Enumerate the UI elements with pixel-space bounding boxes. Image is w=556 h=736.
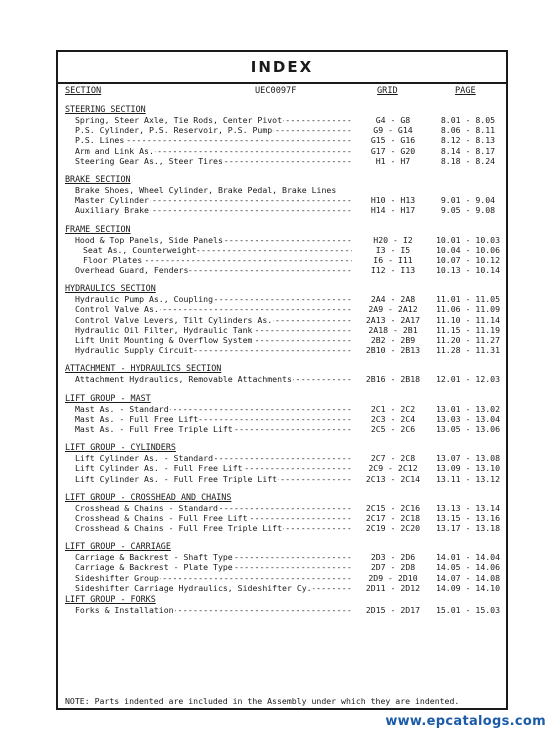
entry-label: Forks & Installation — [75, 605, 174, 615]
index-section — [65, 393, 500, 435]
index-entry — [65, 135, 500, 145]
entry-grid: 2C3 - 2C4 — [370, 413, 416, 424]
entry-label: P.S. Lines — [75, 135, 125, 146]
entry-grid: 2A18 - 2B1 — [368, 324, 418, 335]
entry-label-wrap — [75, 315, 352, 325]
index-entry — [65, 156, 500, 166]
entry-grid: 2D3 - 2D6 — [370, 552, 416, 563]
entry-grid: I12 - I13 — [370, 265, 416, 276]
entry-grid: 2B2 - 2B9 — [370, 335, 416, 345]
entry-label: Seat As., Counterweight — [83, 244, 197, 255]
index-entry — [65, 335, 500, 345]
entry-grid: 2C19 - 2C20 — [365, 523, 421, 534]
watermark-link[interactable]: www.epcatalogs.com — [385, 714, 546, 729]
entry-grid: G9 - G14 — [373, 125, 413, 136]
index-section — [65, 174, 500, 216]
entry-grid: 2D9 - 2D10 — [368, 572, 418, 583]
index-entry — [65, 583, 500, 593]
entry-label-wrap — [75, 474, 352, 484]
entry-grid: 2B10 - 2B13 — [365, 345, 421, 356]
entry-label-wrap — [83, 245, 352, 255]
entry-grid: H14 - H17 — [370, 205, 416, 216]
section-title: LIFT GROUP - FORKS — [65, 594, 156, 604]
entry-label: Master Cylinder — [75, 195, 149, 206]
section-title: LIFT GROUP - CARRIAGE — [65, 541, 171, 552]
entry-page: 13.05 - 13.06 — [435, 423, 501, 434]
index-entry — [65, 125, 500, 135]
entry-label-wrap — [75, 453, 352, 463]
index-entry — [65, 414, 500, 424]
entry-label: Crosshead & Chains - Full Free Triple Lift — [75, 523, 283, 534]
index-frame — [56, 50, 508, 710]
entry-grid: 2C15 - 2C16 — [365, 502, 421, 513]
entry-grid: 2C5 - 2C6 — [370, 423, 416, 434]
index-entry — [65, 573, 500, 583]
entry-page: 11.06 - 11.09 — [435, 304, 501, 315]
entry-page: 13.17 - 13.18 — [435, 523, 501, 534]
section-title: STEERING SECTION — [65, 104, 146, 114]
index-entry — [65, 474, 500, 484]
entry-label: Lift Cylinder As. - Full Free Lift — [75, 463, 243, 474]
section-title: LIFT GROUP - CROSSHEAD AND CHAINS — [65, 491, 232, 502]
entry-label: P.S. Cylinder, P.S. Reservoir, P.S. Pump — [75, 125, 273, 136]
index-title: INDEX — [58, 52, 506, 84]
entry-label-wrap — [75, 294, 352, 304]
index-entry — [65, 255, 500, 265]
entry-page: 8.12 - 8.13 — [440, 135, 496, 146]
entry-label: Crosshead & Chains - Full Free Lift — [75, 512, 248, 523]
entry-label-wrap — [75, 325, 352, 335]
entry-page: 13.09 - 13.10 — [435, 463, 501, 474]
index-entry — [65, 304, 500, 314]
index-entry — [65, 235, 500, 245]
entry-grid: 2C7 - 2C8 — [370, 453, 416, 464]
index-entry — [65, 185, 500, 195]
entry-label: Sideshifter Carriage Hydraulics, Sideshifter Cy. — [75, 582, 312, 593]
header-grid: GRID — [377, 86, 398, 96]
section-title: FRAME SECTION — [65, 223, 131, 234]
index-entry — [65, 605, 500, 615]
entry-label-wrap — [75, 304, 352, 314]
index-section — [65, 492, 500, 534]
section-title: LIFT GROUP - MAST — [65, 392, 151, 403]
entry-label: Lift Cylinder As. - Standard — [75, 453, 214, 464]
section-title: ATTACHMENT - HYDRAULICS SECTION — [65, 363, 222, 374]
entry-label: Spring, Steer Axle, Tie Rods, Center Pivot — [75, 115, 283, 125]
entry-grid: 2A13 - 2A17 — [365, 314, 421, 325]
entry-page: 13.07 - 13.08 — [435, 453, 501, 464]
entry-label: Control Valve Levers, Tilt Cylinders As. — [75, 314, 273, 325]
index-section — [65, 104, 500, 166]
index-entry — [65, 265, 500, 275]
entry-grid: 2C13 - 2C14 — [365, 473, 421, 484]
entry-page: 14.05 - 14.06 — [435, 562, 501, 573]
entry-page: 11.15 - 11.19 — [435, 324, 501, 335]
entry-label: Brake Shoes, Wheel Cylinder, Brake Pedal, Brake Lines — [75, 184, 337, 195]
entry-label: Sideshifter Group — [75, 572, 159, 583]
entry-grid: 2D7 - 2D8 — [370, 562, 416, 573]
entry-label-wrap — [75, 503, 352, 513]
entry-grid: H1 - H7 — [375, 155, 411, 166]
column-header — [65, 86, 500, 102]
entry-label-wrap — [75, 463, 352, 473]
entry-label-wrap — [75, 513, 352, 523]
entry-grid: G4 - G8 — [375, 115, 411, 125]
index-entry — [65, 404, 500, 414]
entry-page: 11.10 - 11.14 — [435, 314, 501, 325]
indent-note: NOTE: Parts indented are included in the Assembly under which they are indented. — [65, 696, 460, 706]
index-entry — [65, 325, 500, 335]
section-title: LIFT GROUP - CYLINDERS — [65, 442, 176, 453]
entry-page: 13.13 - 13.14 — [435, 502, 501, 513]
entry-label-wrap — [75, 135, 352, 145]
entry-label-wrap — [75, 235, 352, 245]
header-page: PAGE — [455, 86, 476, 96]
entry-label-wrap — [75, 265, 352, 275]
index-entry — [65, 562, 500, 572]
index-entry — [65, 374, 500, 384]
entry-label-wrap — [75, 115, 352, 125]
entry-page: 8.18 - 8.24 — [440, 155, 496, 166]
entry-label: Lift Unit Mounting & Overflow System — [75, 335, 253, 345]
section-title: HYDRAULICS SECTION — [65, 283, 156, 294]
entry-page: 13.11 - 13.12 — [435, 473, 501, 484]
entry-label: Overhead Guard, Fenders — [75, 265, 189, 276]
entry-page: 15.01 - 15.03 — [435, 605, 501, 615]
entry-label-wrap — [75, 195, 352, 205]
entry-label-wrap — [75, 573, 352, 583]
entry-page: 9.05 - 9.08 — [440, 205, 496, 216]
index-section — [65, 363, 500, 384]
entry-label: Lift Cylinder As. - Full Free Triple Lift — [75, 473, 278, 484]
entry-page: 13.15 - 13.16 — [435, 512, 501, 523]
entry-grid: 2A4 - 2A8 — [370, 294, 416, 305]
entry-page: 9.01 - 9.04 — [440, 195, 496, 206]
index-sections — [65, 104, 500, 615]
entry-page: 8.06 - 8.11 — [440, 125, 496, 136]
entry-grid: G15 - G16 — [370, 135, 416, 146]
entry-label: Mast As. - Full Free Lift — [75, 413, 199, 424]
entry-grid: 2C17 - 2C18 — [365, 512, 421, 523]
entry-page: 10.04 - 10.06 — [435, 244, 501, 255]
entry-page: 13.01 - 13.02 — [435, 403, 501, 414]
index-entry — [65, 424, 500, 434]
entry-grid: 2C1 - 2C2 — [370, 403, 416, 414]
entry-grid: H20 - I2 — [373, 234, 413, 245]
entry-label: Hydraulic Pump As., Coupling — [75, 294, 214, 305]
entry-grid: I6 - I11 — [373, 254, 413, 265]
entry-page: 10.07 - 10.12 — [435, 254, 501, 265]
index-entry — [65, 453, 500, 463]
entry-label-wrap — [75, 205, 352, 215]
section-title: BRAKE SECTION — [65, 173, 131, 184]
entry-grid: 2D15 - 2D17 — [365, 605, 421, 615]
entry-label: Control Valve As. — [75, 304, 159, 315]
entry-page: 11.01 - 11.05 — [435, 294, 501, 305]
header-section: SECTION — [65, 86, 102, 96]
entry-grid: 2D11 - 2D12 — [365, 582, 421, 593]
index-section — [65, 442, 500, 484]
entry-label-wrap — [75, 605, 352, 615]
entry-grid: 2B16 - 2B18 — [365, 374, 421, 385]
index-entry — [65, 294, 500, 304]
index-section — [65, 541, 500, 593]
entry-label-wrap — [75, 404, 352, 414]
entry-label: Hydraulic Supply Circuit — [75, 345, 194, 356]
index-entry — [65, 503, 500, 513]
entry-label-wrap — [75, 414, 352, 424]
index-section — [65, 283, 500, 355]
entry-page: 11.28 - 11.31 — [435, 345, 501, 356]
entry-label-wrap — [75, 156, 352, 166]
entry-page: 8.14 - 8.17 — [440, 145, 496, 156]
entry-label: Carriage & Backrest - Shaft Type — [75, 552, 233, 563]
entry-grid: H10 - H13 — [370, 195, 416, 206]
index-entry — [65, 315, 500, 325]
index-content — [65, 86, 500, 615]
index-section — [65, 224, 500, 276]
entry-label: Floor Plates — [83, 254, 143, 265]
entry-label: Carriage & Backrest - Plate Type — [75, 562, 233, 573]
index-entry — [65, 552, 500, 562]
header-code: UEC0097F — [255, 86, 297, 96]
index-entry — [65, 463, 500, 473]
index-section — [65, 594, 500, 615]
entry-page: 10.01 - 10.03 — [435, 234, 501, 245]
entry-label: Auxiliary Brake — [75, 205, 149, 216]
entry-label-wrap — [75, 335, 352, 345]
entry-label-wrap — [75, 562, 352, 572]
entry-label-wrap — [75, 583, 352, 593]
entry-label-wrap — [75, 374, 352, 384]
entry-label-wrap — [75, 125, 352, 135]
entry-label-wrap — [75, 345, 352, 355]
entry-label: Hood & Top Panels, Side Panels — [75, 234, 223, 245]
entry-page: 14.01 - 14.04 — [435, 552, 501, 563]
entry-page: 14.09 - 14.10 — [435, 582, 501, 593]
index-entry — [65, 115, 500, 125]
entry-label: Steering Gear As., Steer Tires — [75, 155, 223, 166]
entry-page: 13.03 - 13.04 — [435, 413, 501, 424]
entry-grid: I3 - I5 — [375, 244, 411, 255]
entry-page: 11.20 - 11.27 — [435, 335, 501, 345]
index-entry — [65, 513, 500, 523]
entry-label-wrap — [75, 424, 352, 434]
entry-page: 14.07 - 14.08 — [435, 572, 501, 583]
entry-label-wrap — [83, 255, 352, 265]
entry-grid: G17 - G20 — [370, 145, 416, 156]
entry-label: Attachment Hydraulics, Removable Attachments — [75, 374, 292, 385]
entry-label: Mast As. - Standard — [75, 403, 169, 414]
index-entry — [65, 523, 500, 533]
index-entry — [65, 345, 500, 355]
entry-grid: 2A9 - 2A12 — [368, 304, 418, 315]
entry-label-wrap — [75, 146, 352, 156]
entry-grid: 2C9 - 2C12 — [368, 463, 418, 474]
index-entry — [65, 146, 500, 156]
entry-page: 10.13 - 10.14 — [435, 265, 501, 276]
entry-page: 12.01 - 12.03 — [435, 374, 501, 385]
entry-label-wrap — [75, 185, 440, 195]
entry-label: Arm and Link As. — [75, 145, 154, 156]
index-entry — [65, 195, 500, 205]
entry-page: 8.01 - 8.05 — [440, 115, 496, 125]
entry-label-wrap — [75, 552, 352, 562]
entry-label: Crosshead & Chains - Standard — [75, 502, 218, 513]
entry-label-wrap — [75, 523, 352, 533]
index-entry — [65, 245, 500, 255]
entry-label: Mast As. - Full Free Triple Lift — [75, 423, 233, 434]
index-entry — [65, 205, 500, 215]
entry-label: Hydraulic Oil Filter, Hydraulic Tank — [75, 324, 253, 335]
